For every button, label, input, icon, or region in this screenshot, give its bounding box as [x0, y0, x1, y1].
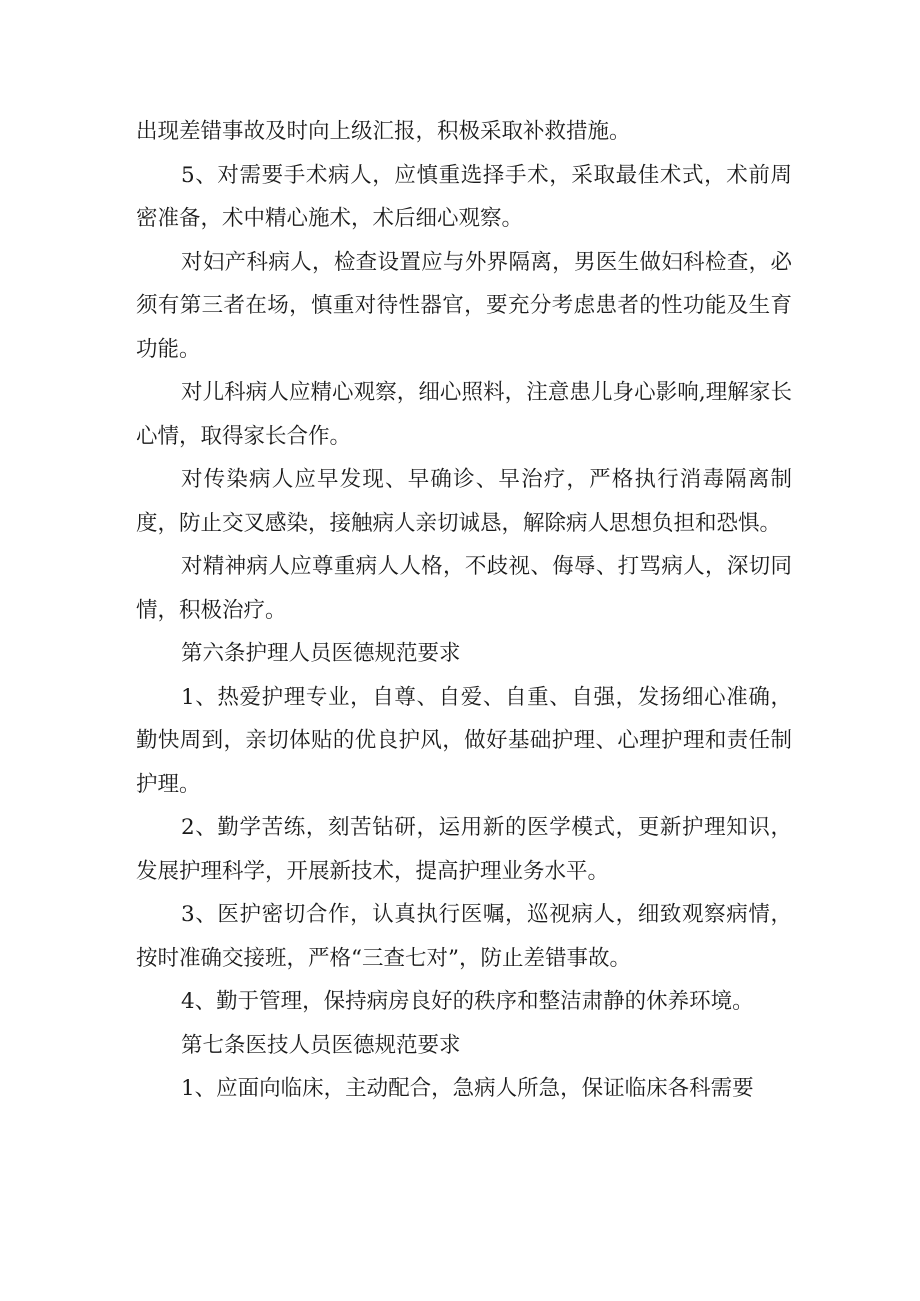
paragraph-obstetrics: 对妇产科病人，检查设置应与外界隔离，男医生做妇科检查，必须有第三者在场，慎重对待性器官，要充分考虑患者的性功能及生育功能。	[136, 249, 792, 362]
paragraph-nursing-2: 2、勤学苦练，刻苦钻研，运用新的医学模式，更新护理知识，发展护理科学，开展新技术，提高护理业务水平。	[136, 815, 792, 884]
paragraph-infectious: 对传染病人应早发现、早确诊、早治疗，严格执行消毒隔离制度，防止交叉感染，接触病人亲切诚恳，解除病人思想负担和恐惧。	[136, 467, 792, 536]
paragraph-nursing-3: 3、医护密切合作，认真执行医嘱，巡视病人，细致观察病情，按时准确交接班，严格“三查七对”，防止差错事故。	[136, 902, 792, 971]
paragraph-psychiatric: 对精神病人应尊重病人人格，不歧视、侮辱、打骂病人，深切同情，积极治疗。	[136, 554, 792, 623]
document-body	[136, 110, 792, 1111]
paragraph-nursing-1: 1、热爱护理专业，自尊、自爱、自重、自强，发扬细心准确，勤快周到，亲切体贴的优良护风，做好基础护理、心理护理和责任制护理。	[136, 684, 792, 797]
paragraph-pediatrics: 对儿科病人应精心观察，细心照料，注意患儿身心影响,理解家长心情，取得家长合作。	[136, 380, 792, 449]
paragraph-surgery: 5、对需要手术病人，应慎重选择手术，采取最佳术式，术前周密准备，术中精心施术，术后细心观察。	[136, 162, 792, 231]
section-heading-article-7: 第七条医技人员医德规范要求	[181, 1032, 461, 1058]
paragraph-nursing-4: 4、勤于管理，保持病房良好的秩序和整洁肃静的休养环境。	[181, 989, 754, 1014]
paragraph-technician-1: 1、应面向临床，主动配合，急病人所急，保证临床各科需要	[181, 1076, 754, 1101]
section-heading-article-6: 第六条护理人员医德规范要求	[181, 641, 461, 666]
paragraph-continuation: 出现差错事故及时向上级汇报，积极采取补救措施。	[136, 119, 631, 144]
